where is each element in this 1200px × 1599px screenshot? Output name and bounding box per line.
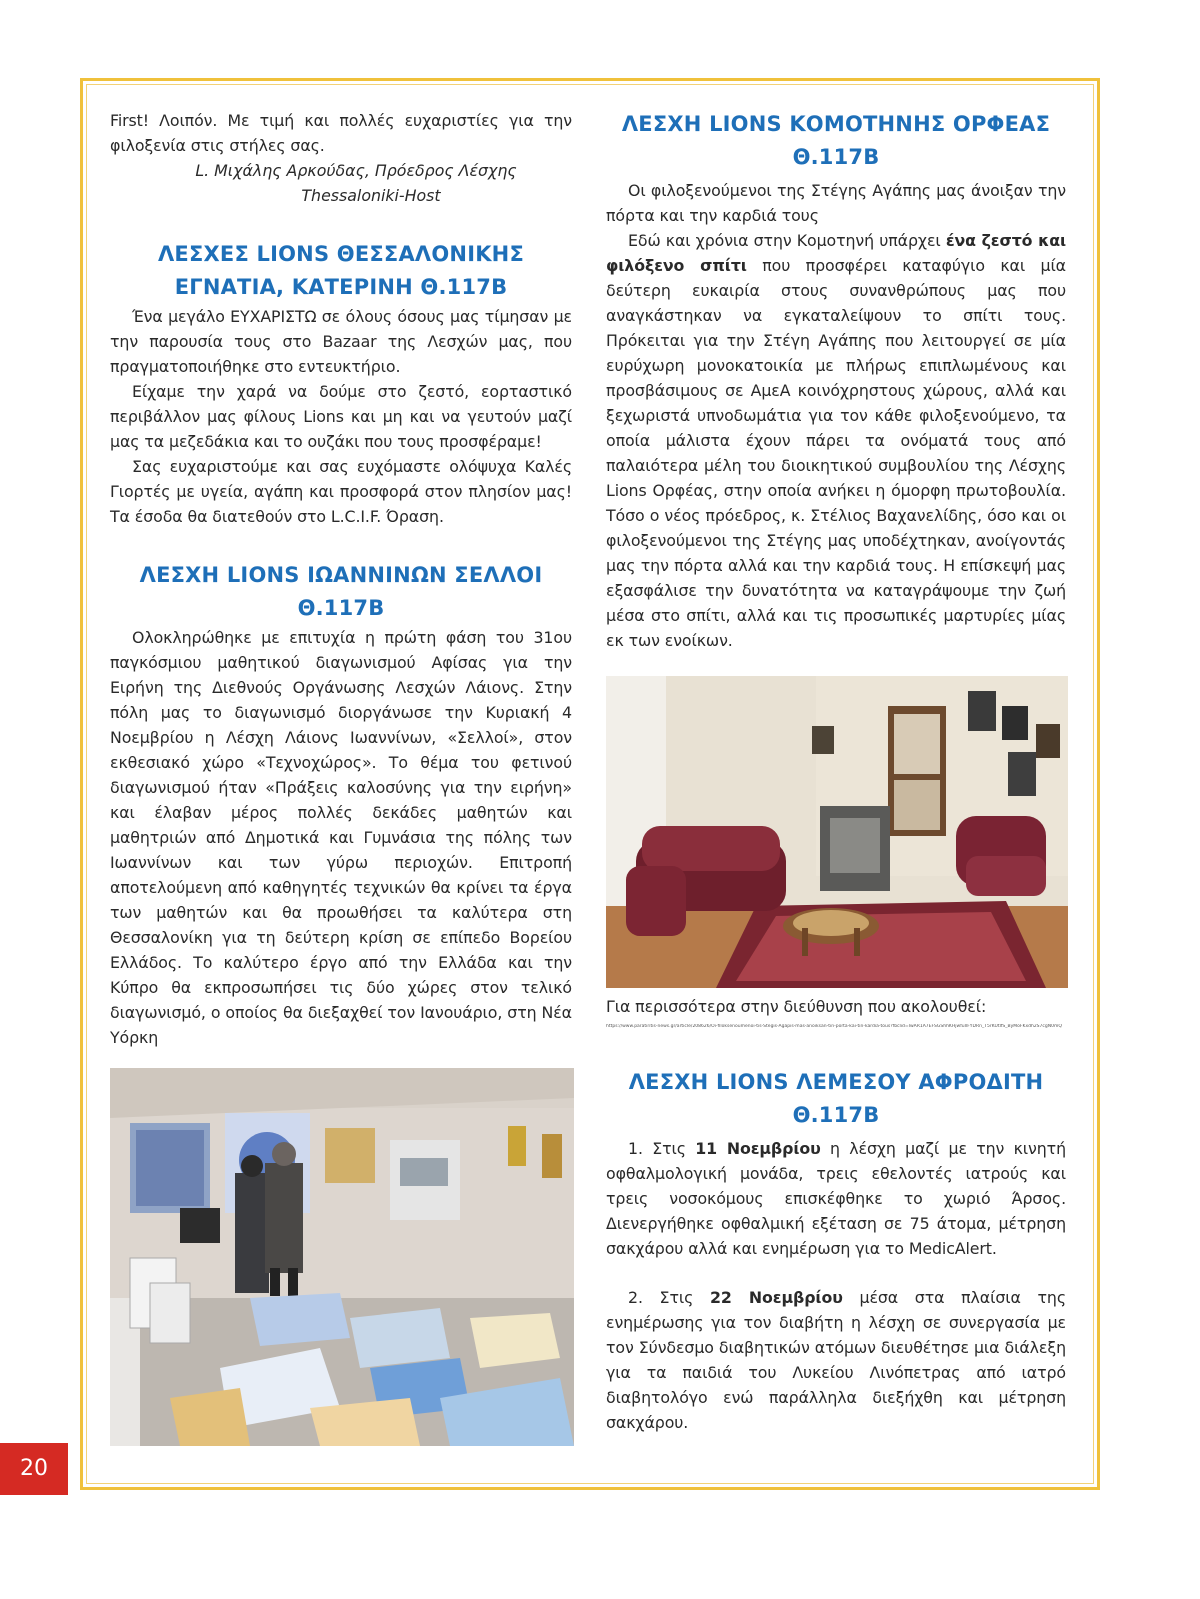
section-komotini-title-1: ΛΕΣΧΗ LIONS ΚΟΜΟΤΗΝΗΣ ΟΡΦΕΑΣ (621, 112, 1051, 136)
signature-line-1: L. Μιχάλης Αρκούδας, Πρόεδρος Λέσχης (195, 161, 517, 180)
limassol-p1-before: 1. Στις (628, 1139, 696, 1158)
limassol-p2-after: μέσα στα πλαίσια της ενημέρωσης για τον διαβήτη η λέσχη σε συνεργασία με τον Σύνδεσμο διαβητικών ατόμων διευθέτησε μια διάλεξη για τα παιδιά του Λυκείου Λινόπετρας από ιατρό διαβητολόγο ενώ παράλληλα διεξήχθη και μέτρηση σακχάρου. (606, 1288, 1066, 1432)
p2-text-before: Εδώ και χρόνια στην Κομοτηνή υπάρχει (628, 231, 946, 250)
limassol-p2-before: 2. Στις (628, 1288, 710, 1307)
section-limassol-p1 (606, 1136, 1066, 1261)
section-ioannina-title-2: Θ.117Β (297, 596, 385, 620)
section-komotini-p2 (606, 228, 1066, 653)
section-thessaloniki-p2: Είχαμε την χαρά να δούμε στο ζεστό, εορταστικό περιβάλλον μας φίλους Lions και μη και να γευτούν μαζί μας τα μεζεδάκια και το ουζάκι που τους προσφέραμε! (110, 382, 572, 451)
p2-text-after: που προσφέρει καταφύγιο και μία δεύτερη ευκαιρία στους συνανθρώπους μας που αναγκάστηκαν να εγκαταλείψουν το σπίτι τους. Πρόκειται για την Στέγη Αγάπης που λειτουργεί σε μία ευρύχωρη μονοκατοικία με πλήρως επιπλωμένους και προσβάσιμους σε ΑμεΑ κοινόχρηστους χώρους, αλλά και ξεχωριστά υπνοδωμάτια για τον κάθε φιλοξενούμενο, τα οποία μάλιστα έχουν πάρει τα ονόματά τους από παλαιότερα μέλη του διοικητικού συμβουλίου της Λέσχης Lions Ορφέας, στην οποία ανήκει η όμορφη πρωτοβουλία. Τόσο ο νέος πρόεδρος, κ. Στέλιος Βαχανελίδης, όσο και οι φιλοξενούμενοι της Στέγης μας υποδέχτηκαν, ανοίγοντάς μας την πόρτα αλλά και την καρδιά τους. Η επίσκεψή μας εξασφάλισε την δυνατότητα να καταγράψουμε την ζωή μέσα στο σπίτι, αλλά και τις προσωπικές μαρτυρίες μίας εκ των ενοίκων. (606, 256, 1066, 650)
more-info-text: Για περισσότερα στην διεύθυνση που ακολουθεί: (606, 997, 987, 1016)
section-thessaloniki-p1: Ένα μεγάλο ΕΥΧΑΡΙΣΤΩ σε όλους όσους μας τίμησαν με την παρουσία τους στο Bazaar της Λεσχών μας, που πραγματοποιήθηκε στο εντευκτήριο. (110, 307, 572, 376)
more-info-block (606, 994, 1066, 1019)
gallery-photo (110, 1068, 574, 1446)
section-thessaloniki-title-1: ΛΕΣΧΕΣ LIONS ΘΕΣΣΑΛΟΝΙΚΗΣ (157, 242, 525, 266)
limassol-p2-bold: 22 Νοεμβρίου (709, 1288, 843, 1307)
section-limassol-p2 (606, 1285, 1066, 1435)
intro-text: First! Λοιπόν. Με τιμή και πολλές ευχαριστίες για την φιλοξενία στις στήλες σας. (110, 111, 572, 155)
limassol-p1-after: η λέσχη μαζί με την κινητή οφθαλμολογική μονάδα, τρεις εθελοντές ιατρούς και τρεις νοσοκόμους επισκέφθηκε το χωριό Άρσος. Διενεργήθηκε οφθαλμική εξέταση σε 75 άτομα, μέτρηση σακχάρου αλλά και ενημέρωση για το MedicAlert. (606, 1139, 1066, 1258)
section-ioannina-title-1: ΛΕΣΧΗ LIONS ΙΩΑΝΝΙΝΩΝ ΣΕΛΛΟΙ (139, 563, 543, 587)
section-limassol-title-2: Θ.117Β (792, 1103, 880, 1127)
section-thessaloniki-title-2: ΕΓΝΑΤΙΑ, ΚΑΤΕΡΙΝΗ Θ.117Β (174, 275, 508, 299)
source-url[interactable]: https://www.paratiritis-news.gr/article/208626/Oi-filoksenoumenoi-tis-Stegis-Agapis-mas-anoiksan-tin-porta-kai-tin-kardia-tous?fbclid=IwAR1A7EFSGShhKHjwfuIlFYDRn_T5rKUtlfS_ByMoFKxdh2S7cgN0mQ (606, 1024, 1062, 1029)
limassol-p1-bold: 11 Νοεμβρίου (695, 1139, 821, 1158)
section-komotini-title-2: Θ.117Β (792, 145, 880, 169)
right-column (606, 108, 1066, 653)
living-room-photo (606, 676, 1068, 988)
section-limassol-title-1: ΛΕΣΧΗ LIONS ΛΕΜΕΣΟΥ ΑΦΡΟΔΙΤΗ (628, 1070, 1044, 1094)
section-limassol (606, 1066, 1066, 1435)
page-number-badge: 20 (0, 1443, 68, 1495)
signature-line-2: Thessaloniki-Host (301, 186, 441, 205)
section-thessaloniki-p3: Σας ευχαριστούμε και σας ευχόμαστε ολόψυχα Καλές Γιορτές με υγεία, αγάπη και προσφορά στον πλησίον μας! Τα έσοδα θα διατεθούν στο L.C.I.F. Όραση. (110, 457, 572, 526)
section-ioannina-p1: Ολοκληρώθηκε με επιτυχία η πρώτη φάση του 31ου παγκόσμιου μαθητικού διαγωνισμού Αφίσας για την Ειρήνη της Διεθνούς Οργάνωσης Λεσχών Λάιονς. Στην πόλη μας το διαγωνισμό διοργάνωσε την Κυριακή 4 Νοεμβρίου η Λέσχη Λάιονς Ιωαννίνων, «Σελλοί», στον εκθεσιακό χώρο «Τεχνοχώρος». Το θέμα του φετινού διαγωνισμού ήταν «Πράξεις καλοσύνης για την ειρήνη» και έλαβαν μέρος πολλές δεκάδες μαθητών και μαθητριών από Δημοτικά και Γυμνάσια της πόλης των Ιωαννίνων και των γύρω περιοχών. Επιτροπή αποτελούμενη από καθηγητές τεχνικών θα κρίνει τα έργα των μαθητών και θα προωθήσει τα καλύτερα στη Θεσσαλονίκη για τη δεύτερη κρίση σε επίπεδο Βορείου Ελλάδος. Το καλύτερο έργο από την Ελλάδα και την Κύπρο θα εκπροσωπήσει τις δύο χώρες στον τελικό διαγωνισμό, ο οποίος θα διεξαχθεί τον Ιανουάριο, στη Νέα Υόρκη (110, 628, 572, 1047)
p2-text-bold: ένα ζεστό και φιλόξενο σπίτι (606, 231, 1067, 275)
left-column (110, 108, 572, 1050)
section-komotini-p1: Οι φιλοξενούμενοι της Στέγης Αγάπης μας άνοιξαν την πόρτα και την καρδιά τους (606, 181, 1066, 225)
